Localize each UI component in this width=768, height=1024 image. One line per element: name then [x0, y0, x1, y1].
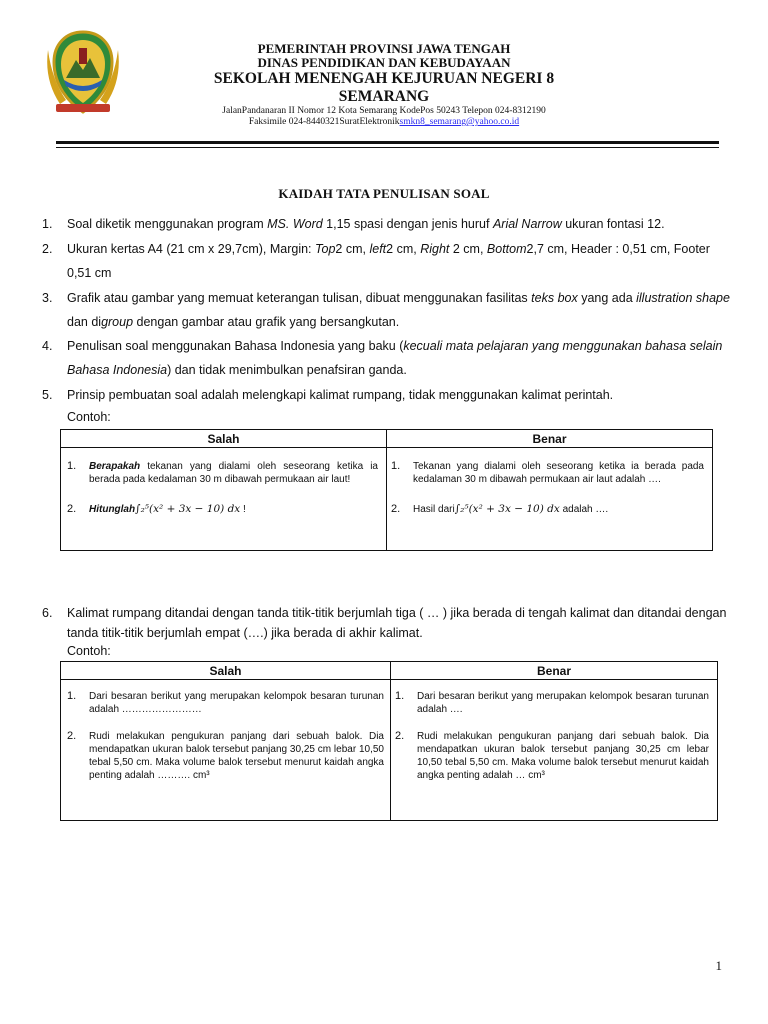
benar-cell	[387, 448, 713, 551]
list-number: 6.	[42, 606, 53, 620]
list-item: 2. Rudi melakukan pengukuran panjang dari sebuah balok. Dia mendapatkan ukuran balok tersebut panjang 30,25 cm lebar 10,50 tebal 5,50 cm. Maka volume balok tersebut menurut kaidah angka penting adalah … cm³	[395, 730, 709, 781]
example-table-2	[60, 661, 718, 821]
list-item	[42, 603, 732, 643]
header-rule-thin	[56, 147, 719, 148]
list-item: 1. Berapakah tekanan yang dialami oleh seseorang ketika ia berada pada kedalaman 30 m dibawah permukaan air laut!	[67, 460, 378, 485]
list-item	[42, 383, 732, 407]
column-header-benar: Benar	[391, 662, 718, 680]
letterhead	[150, 42, 618, 128]
list-item: 1. Tekanan yang dialami oleh seseorang ketika ia berada pada kedalaman 30 m dibawah permukaan air laut adalah ….	[391, 460, 704, 485]
column-header-benar: Benar	[387, 430, 713, 448]
list-item	[42, 334, 732, 382]
letterhead-department: DINAS PENDIDIKAN DAN KEBUDAYAAN	[257, 55, 511, 70]
list-text: Kalimat rumpang ditandai dengan tanda titik-titik berjumlah tiga ( … ) jika berada di tengah kalimat dan ditandai dengan tanda titik-titik berjumlah empat (….) jika berada di akhir kalimat.	[67, 606, 727, 640]
list-item	[42, 286, 732, 334]
jawa-tengah-crest-icon	[46, 30, 120, 120]
list-text: Prinsip pembuatan soal adalah melengkapi kalimat rumpang, tidak menggunakan kalimat perintah.	[67, 388, 614, 402]
list-item: 1. Dari besaran berikut yang merupakan kelompok besaran turunan adalah ……………………	[67, 690, 384, 715]
column-header-salah: Salah	[61, 662, 391, 680]
list-item	[42, 237, 732, 285]
list-item: 2. Rudi melakukan pengukuran panjang dari sebuah balok. Dia mendapatkan ukuran balok tersebut panjang 30,25 cm lebar 10,50 tebal 5,50 cm. Maka volume balok tersebut menurut kaidah angka penting adalah ………. cm³	[67, 730, 384, 781]
benar-cell	[391, 680, 718, 821]
list-number: 1.	[42, 217, 53, 231]
letterhead-address: JalanPandanaran II Nomor 12 Kota Semarang KodePos 50243 Telepon 024-8312190	[222, 106, 546, 116]
list-text: Ukuran kertas A4 (21 cm x 29,7cm), Margin: Top2 cm, left2 cm, Right 2 cm, Bottom2,7 cm, Header : 0,51 cm, Footer 0,51 cm	[67, 242, 710, 280]
list-number: 3.	[42, 291, 53, 305]
list-number: 4.	[42, 339, 53, 353]
integral-expression: ∫₂⁵(x² + 3x − 10) dx	[135, 503, 241, 515]
column-header-salah: Salah	[61, 430, 387, 448]
letterhead-fax: Faksimile 024-8440321SuratElektronik	[248, 117, 400, 127]
letterhead-city: SEMARANG	[338, 88, 430, 105]
letterhead-school: SEKOLAH MENENGAH KEJURUAN NEGERI 8	[213, 70, 555, 87]
letterhead-contact	[150, 117, 618, 128]
example-label: Contoh:	[67, 644, 111, 658]
list-text: Soal diketik menggunakan program MS. Word 1,15 spasi dengan jenis huruf Arial Narrow ukuran fontasi 12.	[67, 217, 665, 231]
salah-cell	[61, 448, 387, 551]
list-item	[42, 212, 732, 236]
list-item: 1. Dari besaran berikut yang merupakan kelompok besaran turunan adalah ….	[395, 690, 709, 715]
letterhead-email-link[interactable]: smkn8_semarang@yahoo.co.id	[399, 117, 520, 127]
header-rule-thick	[56, 141, 719, 144]
page-number: 1	[715, 958, 722, 973]
list-item: 2. Hasil dari∫₂⁵(x² + 3x − 10) dx adalah ….	[391, 503, 609, 515]
example-table-1	[60, 429, 713, 551]
list-text: Penulisan soal menggunakan Bahasa Indonesia yang baku (kecuali mata pelajaran yang menggunakan bahasa selain Bahasa Indonesia) dan tidak menimbulkan penafsiran ganda.	[67, 339, 723, 377]
salah-cell	[61, 680, 391, 821]
letterhead-government: PEMERINTAH PROVINSI JAWA TENGAH	[257, 41, 511, 56]
document-title: KAIDAH TATA PENULISAN SOAL	[278, 186, 490, 201]
example-label: Contoh:	[67, 410, 111, 424]
list-number: 2.	[42, 242, 53, 256]
integral-expression: ∫₂⁵(x² + 3x − 10) dx	[454, 503, 560, 515]
list-number: 5.	[42, 388, 53, 402]
list-item: 2. Hitunglah∫₂⁵(x² + 3x − 10) dx !	[67, 503, 246, 515]
list-text: Grafik atau gambar yang memuat keterangan tulisan, dibuat menggunakan fasilitas teks box yang ada illustration shape dan digroup dengan gambar atau grafik yang bersangkutan.	[67, 291, 730, 329]
